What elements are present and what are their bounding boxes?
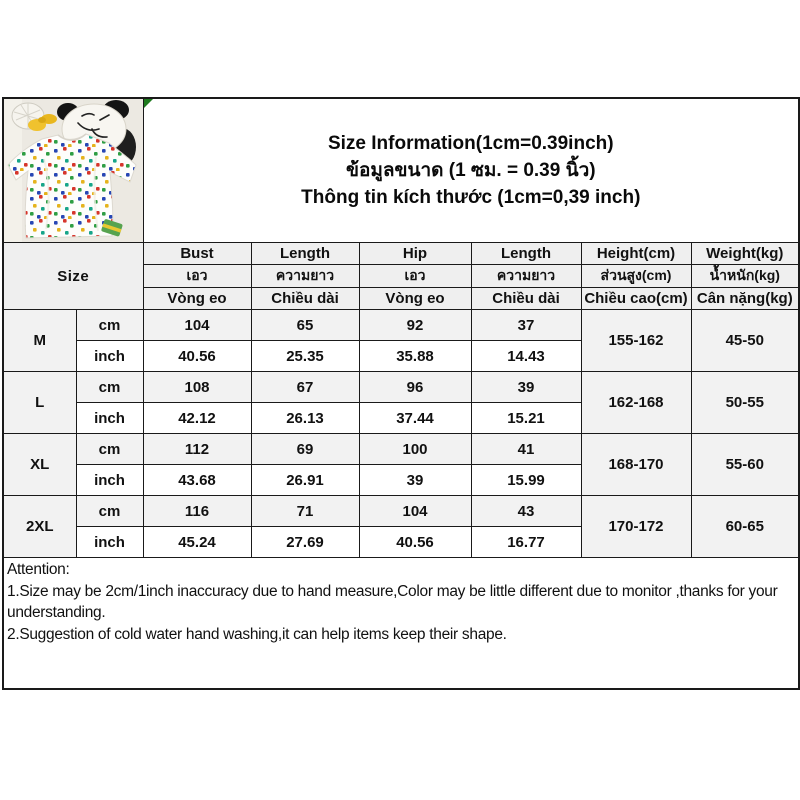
excel-corner-flag-icon: [144, 99, 153, 108]
height-range-cell: 155-162: [581, 310, 691, 372]
value-cell: 43.68: [143, 465, 251, 496]
table-row-2xl-cm: [3, 496, 799, 527]
col-header-weight-vi: Cân nặng(kg): [691, 288, 799, 310]
unit-cell: cm: [76, 434, 143, 465]
weight-range-cell: 60-65: [691, 496, 799, 558]
col-header-length2-th: ความยาว: [471, 265, 581, 288]
value-cell: 92: [359, 310, 471, 341]
size-label-xl: XL: [3, 434, 76, 496]
value-cell: 40.56: [143, 341, 251, 372]
col-header-length: Length: [251, 243, 359, 265]
value-cell: 100: [359, 434, 471, 465]
attention-line-2: 2.Suggestion of cold water hand washing,it can help items keep their shape.: [7, 625, 507, 643]
unit-cell: cm: [76, 496, 143, 527]
title-en: Size Information(1cm=0.39inch): [327, 133, 614, 154]
height-range-cell: 170-172: [581, 496, 691, 558]
attention-note: [3, 558, 799, 690]
size-corner-label: Size: [3, 243, 143, 310]
col-header-height-vi: Chiều cao(cm): [581, 288, 691, 310]
attention-heading: Attention:: [7, 561, 70, 578]
unit-cell: inch: [76, 465, 143, 496]
weight-range-cell: 55-60: [691, 434, 799, 496]
title-th: ข้อมูลขนาด (1 ซม. = 0.39 นิ้ว): [345, 160, 596, 181]
value-cell: 35.88: [359, 341, 471, 372]
value-cell: 26.91: [251, 465, 359, 496]
value-cell: 14.43: [471, 341, 581, 372]
weight-range-cell: 45-50: [691, 310, 799, 372]
value-cell: 69: [251, 434, 359, 465]
size-label-m: M: [3, 310, 76, 372]
height-range-cell: 162-168: [581, 372, 691, 434]
value-cell: 39: [359, 465, 471, 496]
value-cell: 39: [471, 372, 581, 403]
product-photo-cell: [3, 98, 143, 243]
col-header-bust-th: เอว: [143, 265, 251, 288]
size-label-l: L: [3, 372, 76, 434]
value-cell: 15.21: [471, 403, 581, 434]
value-cell: 43: [471, 496, 581, 527]
col-header-weight-th: น้ำหนัก(kg): [691, 265, 799, 288]
header-row-en: [3, 243, 799, 265]
value-cell: 37.44: [359, 403, 471, 434]
col-header-height: Height(cm): [581, 243, 691, 265]
size-chart-table: [2, 97, 800, 690]
value-cell: 45.24: [143, 527, 251, 558]
value-cell: 71: [251, 496, 359, 527]
value-cell: 112: [143, 434, 251, 465]
value-cell: 67: [251, 372, 359, 403]
value-cell: 104: [143, 310, 251, 341]
value-cell: 26.13: [251, 403, 359, 434]
col-header-bust-vi: Vòng eo: [143, 288, 251, 310]
col-header-length2-vi: Chiều dài: [471, 288, 581, 310]
product-photo: [4, 99, 142, 242]
value-cell: 27.69: [251, 527, 359, 558]
attention-line-1: 1.Size may be 2cm/1inch inaccuracy due to hand measure,Color may be little different due to monitor ,thanks for your understanding.: [7, 582, 778, 621]
col-header-length-vi: Chiều dài: [251, 288, 359, 310]
title-cell: [143, 98, 799, 243]
title-vi: Thông tin kích thước (1cm=0,39 inch): [301, 187, 641, 208]
size-label-2xl: 2XL: [3, 496, 76, 558]
unit-cell: inch: [76, 403, 143, 434]
value-cell: 15.99: [471, 465, 581, 496]
value-cell: 104: [359, 496, 471, 527]
value-cell: 65: [251, 310, 359, 341]
value-cell: 108: [143, 372, 251, 403]
value-cell: 116: [143, 496, 251, 527]
value-cell: 40.56: [359, 527, 471, 558]
table-row-m-cm: [3, 310, 799, 341]
weight-range-cell: 50-55: [691, 372, 799, 434]
table-row-xl-cm: [3, 434, 799, 465]
col-header-height-th: ส่วนสูง(cm): [581, 265, 691, 288]
value-cell: 41: [471, 434, 581, 465]
value-cell: 16.77: [471, 527, 581, 558]
col-header-hip-vi: Vòng eo: [359, 288, 471, 310]
value-cell: 25.35: [251, 341, 359, 372]
unit-cell: inch: [76, 341, 143, 372]
unit-cell: inch: [76, 527, 143, 558]
table-row-l-cm: [3, 372, 799, 403]
col-header-weight: Weight(kg): [691, 243, 799, 265]
height-range-cell: 168-170: [581, 434, 691, 496]
unit-cell: cm: [76, 310, 143, 341]
col-header-hip: Hip: [359, 243, 471, 265]
value-cell: 96: [359, 372, 471, 403]
unit-cell: cm: [76, 372, 143, 403]
value-cell: 37: [471, 310, 581, 341]
col-header-length2: Length: [471, 243, 581, 265]
col-header-bust: Bust: [143, 243, 251, 265]
value-cell: 42.12: [143, 403, 251, 434]
header-banner-row: [3, 98, 799, 243]
attention-row: [3, 558, 799, 690]
col-header-hip-th: เอว: [359, 265, 471, 288]
col-header-length-th: ความยาว: [251, 265, 359, 288]
